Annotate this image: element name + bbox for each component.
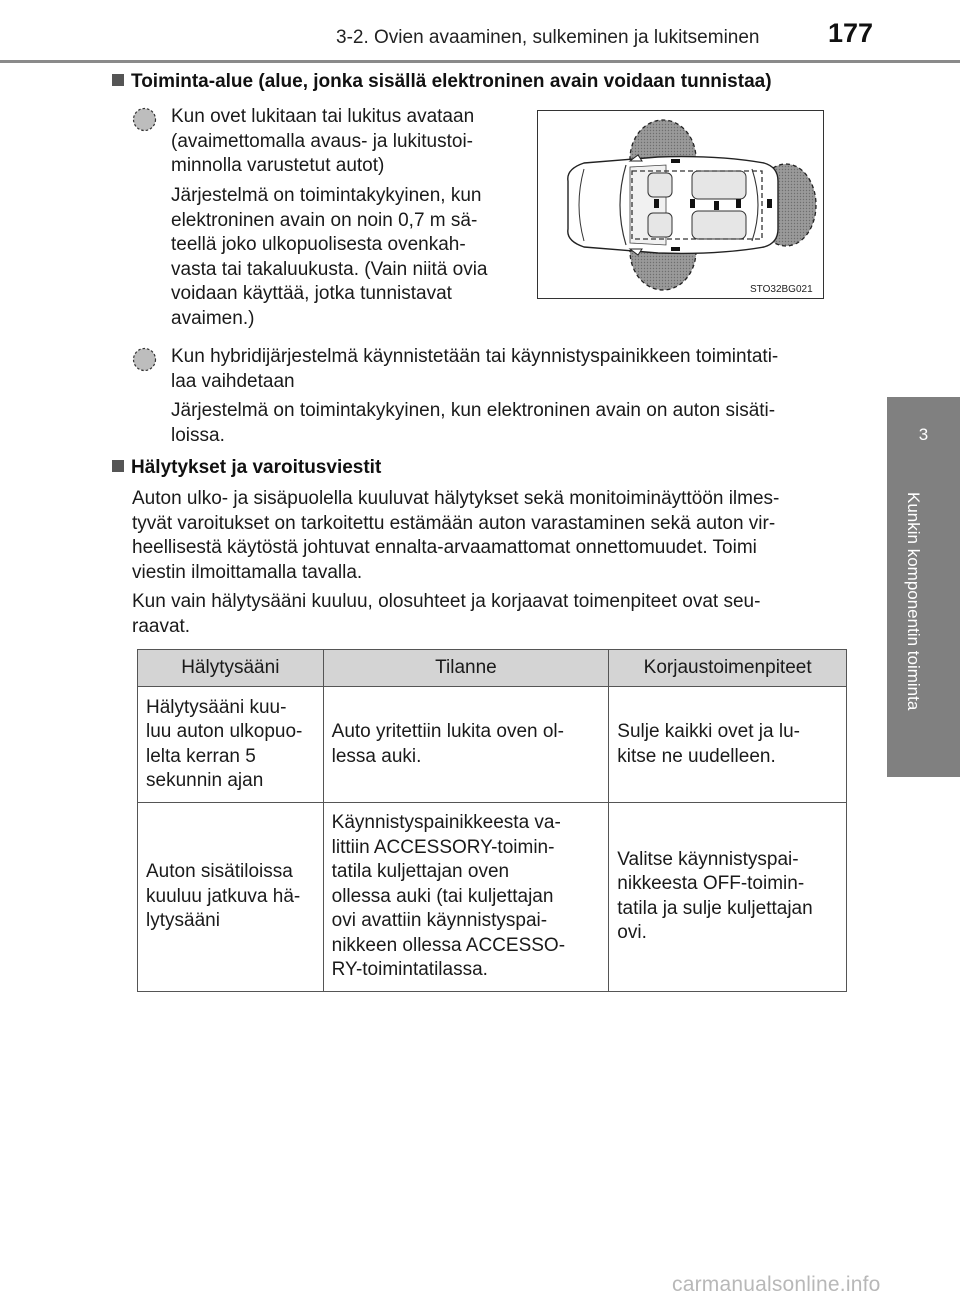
text-line: Kun vain hälytysääni kuuluu, olosuhteet ja korjaavat toimenpiteet ovat seu- (132, 591, 761, 612)
situation-cell (323, 803, 609, 992)
alarms-paragraph-1 (132, 487, 839, 585)
bullet1-title (171, 105, 517, 179)
action-cell (609, 687, 847, 803)
header-rule (0, 60, 960, 63)
text-line: Valitse käynnistyspai- (617, 848, 799, 870)
section-heading-operating-range (112, 71, 772, 93)
dotted-circle-bullet-icon (132, 107, 157, 132)
text-line: kitse ne uudelleen. (617, 745, 776, 767)
table-header-row (138, 650, 847, 687)
page-number: 177 (828, 18, 874, 48)
text-line: Auton ulko- ja sisäpuolella kuuluvat hälytykset sekä monitoiminäyttöön ilmes- (132, 488, 780, 509)
section-heading-text: Hälytykset ja varoitusviestit (131, 457, 382, 478)
text-line: teellä joko ulkopuolisesta ovenkah- (171, 234, 466, 255)
text-line: kuuluu jatkuva hä- (146, 885, 301, 907)
square-bullet-icon (112, 460, 124, 472)
text-line: Auton sisätiloissa (146, 861, 293, 882)
text-line: lytysääni (146, 910, 220, 931)
text-line: ovi. (617, 922, 647, 944)
text-line: littiin ACCESSORY-toimin- (331, 836, 555, 858)
alarms-paragraph-2 (132, 590, 839, 639)
car-top-view-illustration (538, 111, 823, 298)
text-line: vasta tai takaluukusta. (Vain niitä ovia (171, 258, 488, 280)
text-line: voidaan käyttää, jotka tunnistavat (171, 283, 452, 304)
text-line: loissa. (171, 424, 225, 446)
text-line: tatila kuljettajan oven (331, 861, 510, 882)
bullet2-title (171, 345, 839, 394)
text-line: Auto yritettiin lukita oven ol- (331, 721, 564, 742)
chapter-title: 3-2. Ovien avaaminen, sulkeminen ja lukitseminen (336, 27, 760, 48)
table-row (138, 803, 847, 992)
text-line: lelta kerran 5 (146, 745, 256, 767)
alarm-table (137, 649, 847, 992)
figure-code: STO32BG021 (750, 284, 813, 295)
table-row (138, 687, 847, 803)
dotted-circle-bullet-icon (132, 347, 157, 372)
column-header-situation: Tilanne (323, 650, 609, 687)
text-line: nikkeesta OFF-toimin- (617, 873, 805, 895)
section-heading-alarms (112, 457, 381, 479)
watermark: carmanualsonline.info (672, 1273, 881, 1296)
situation-cell (323, 687, 609, 803)
column-header-action: Korjaustoimenpiteet (609, 650, 847, 687)
text-line: ollessa auki (tai kuljettajan (331, 885, 554, 907)
text-line: viestin ilmoittamalla tavalla. (132, 561, 363, 583)
alarm-cell (138, 687, 324, 803)
text-line: lessa auki. (331, 745, 422, 767)
alarm-cell (138, 803, 324, 992)
text-line: tyvät varoitukset on tarkoitettu estämään auton varastaminen sekä auton vir- (132, 512, 776, 534)
text-line: (avaimettomalla avaus- ja lukitustoi- (171, 130, 474, 152)
text-line: heellisestä käytöstä johtuvat ennalta-arvaamattomat onnettomuudet. Toimi (132, 537, 757, 558)
text-line: avaimen.) (171, 307, 255, 329)
action-cell (609, 803, 847, 992)
bullet1-body (171, 184, 517, 331)
text-line: sekunnin ajan (146, 770, 264, 791)
key-detection-range-figure (537, 110, 824, 299)
column-header-alarm: Hälytysääni (138, 650, 324, 687)
bullet2-body (171, 399, 839, 448)
text-line: ovi avattiin käynnistyspai- (331, 910, 548, 931)
text-line: Kun ovet lukitaan tai lukitus avataan (171, 106, 475, 127)
text-line: Järjestelmä on toimintakykyinen, kun (171, 185, 482, 206)
text-line: Sulje kaikki ovet ja lu- (617, 721, 800, 742)
text-line: minnolla varustetut autot) (171, 155, 385, 176)
text-line: Hälytysääni kuu- (146, 696, 287, 718)
text-line: Käynnistyspainikkeesta va- (331, 812, 561, 833)
side-tab-number: 3 (918, 425, 929, 444)
square-bullet-icon (112, 74, 124, 86)
text-line: elektroninen avain on noin 0,7 m sä- (171, 209, 478, 231)
text-line: Kun hybridijärjestelmä käynnistetään tai käynnistyspainikkeen toimintati- (171, 346, 779, 367)
section-heading-text: Toiminta-alue (alue, jonka sisällä elektroninen avain voidaan tunnistaa) (131, 71, 772, 92)
text-line: RY-toimintatilassa. (331, 959, 488, 980)
text-line: luu auton ulkopuo- (146, 721, 303, 742)
text-line: nikkeen ollessa ACCESSO- (331, 934, 566, 956)
text-line: laa vaihdetaan (171, 370, 295, 392)
text-line: raavat. (132, 615, 191, 637)
chapter-side-tab (887, 397, 960, 777)
side-tab-label: Kunkin komponentin toiminta (904, 492, 923, 711)
text-line: tatila ja sulje kuljettajan (617, 897, 813, 919)
text-line: Järjestelmä on toimintakykyinen, kun elektroninen avain on auton sisäti- (171, 400, 776, 421)
